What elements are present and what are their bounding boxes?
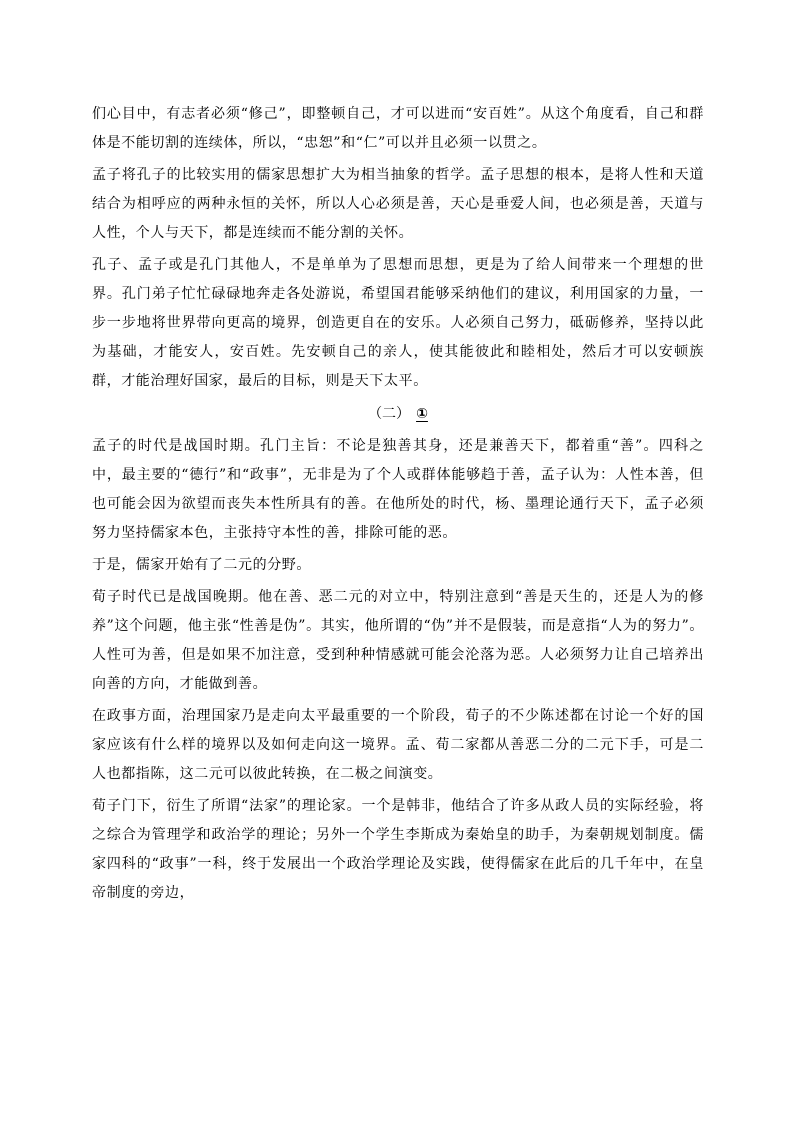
- section-heading-label: （二）: [368, 406, 411, 422]
- paragraph-4: 孟子的时代是战国时期。孔门主旨：不论是独善其身，还是兼善天下，都着重“善”。四科之中，最主要的“德行”和“政事”，无非是为了个人或群体能够趋于善，孟子认为：人性本善，但也可能会因为欲望而丧失本性所具有的善。在他所处的时代，杨、墨理论通行天下，孟子必须努力坚持儒家本色，主张持守本性的善，排除可能的恶。: [92, 438, 704, 541]
- paragraph-7: 在政事方面，治理国家乃是走向太平最重要的一个阶段，荀子的不少陈述都在讨论一个好的国家应该有什么样的境界以及如何走向这一境界。孟、荀二家都从善恶二分的二元下手，可是二人也都指陈，这二元可以彼此转换，在二极之间演变。: [92, 708, 704, 782]
- paragraph-8: 荀子门下，衍生了所谓“法家”的理论家。一个是韩非，他结合了许多从政人员的实际经验，将之综合为管理学和政治学的理论；另外一个学生李斯成为秦始皇的助手，为秦朝规划制度。儒家四科的“政事”一科，终于发展出一个政治学理论及实践，使得儒家在此后的几千年中，在皇帝制度的旁边，: [92, 798, 704, 901]
- paragraph-2: 孟子将孔子的比较实用的儒家思想扩大为相当抽象的哲学。孟子思想的根本，是将人性和天道结合为相呼应的两种永恒的关怀，所以人心必须是善，天心是垂爱人间，也必须是善，天道与人性，个人与天下，都是连续而不能分割的关怀。: [92, 167, 704, 241]
- paragraph-6: 荀子时代已是战国晚期。他在善、恶二元的对立中，特别注意到“善是天生的，还是人为的修养”这个问题，他主张“性善是伪”。其实，他所谓的“伪”并不是假装，而是意指“人为的努力”。人性可为善，但是如果不加注意，受到种种情感就可能会沦落为恶。人必须努力让自己培养出向善的方向，才能做到善。: [92, 589, 704, 692]
- paragraph-1: 们心目中，有志者必须“修己”，即整顿自己，才可以进而“安百姓”。从这个角度看，自己和群体是不能切割的连续体，所以，“忠恕”和“仁”可以并且必须一以贯之。: [92, 106, 704, 151]
- paragraph-5: 于是，儒家开始有了二元的分野。: [92, 557, 311, 573]
- section-heading: [92, 399, 704, 429]
- paragraph-3: 孔子、孟子或是孔门其他人，不是单单为了思想而思想，更是为了给人间带来一个理想的世界。孔门弟子忙忙碌碌地奔走各处游说，希望国君能够采纳他们的建议，利用国家的力量，一步一步地将世界带向更高的境界，创造更自在的安乐。人必须自己努力，砥砺修养，坚持以此为基础，才能安人，安百姓。先安顿自己的亲人，使其能彼此和睦相处，然后才可以安顿族群，才能治理好国家，最后的目标，则是天下太平。: [92, 257, 704, 389]
- section-heading-blank-number: ①: [416, 406, 428, 422]
- document-page: [92, 100, 704, 911]
